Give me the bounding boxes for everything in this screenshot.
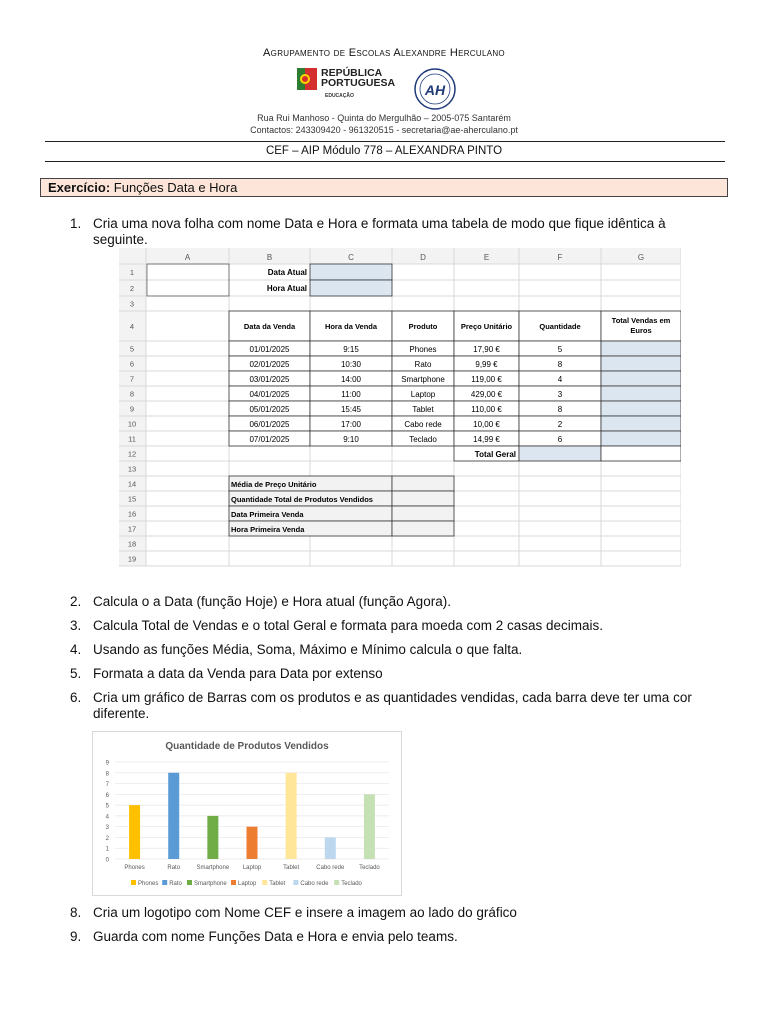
table-header-text: Total Vendas em [611,316,671,325]
republic-flag-logo [297,68,317,90]
quantity-cell-text: 8 [557,405,563,414]
step-number: 3. [70,618,82,633]
time-cell-text: 11:00 [341,390,361,399]
y-tick-label: 3 [105,825,109,832]
time-cell-text: 15:45 [340,405,362,414]
y-tick-label: 0 [105,857,109,864]
school-name: Agrupamento de Escolas Alexandre Herculano [263,47,505,59]
svg-text:AH: AH [424,82,446,98]
bar-smartphone [207,816,218,859]
step-number: 9. [70,929,82,944]
bar-chart [92,731,402,896]
row-number: 5 [129,344,135,354]
x-tick-label: Laptop [242,865,262,871]
row-number: 1 [129,268,135,277]
x-tick-label: Rato [167,865,181,871]
divider [45,141,725,142]
summary-label: Média de Preço Unitário [231,480,317,489]
y-tick-label: 7 [105,782,109,789]
step-number: 1. [70,216,82,231]
date-cell-text: 02/01/2025 [249,360,290,369]
price-cell-text: 17,90 € [473,345,500,354]
school-seal-logo [410,67,460,112]
row-number: 15 [127,494,137,504]
product-cell-text: Phones [409,345,437,354]
row-number: 9 [129,404,135,414]
row-number: 19 [127,554,137,564]
quantity-cell-text: 8 [557,360,563,369]
price-cell-text: 10,00 € [473,420,500,429]
legend-label: Rato [169,881,182,887]
step-text: Calcula o a Data (função Hoje) e Hora atual (função Agora). [93,594,451,609]
summary-label: Data Primeira Venda [231,510,304,519]
quantity-cell-text: 4 [557,375,563,384]
row-number: 16 [127,509,137,519]
total-vendas-cell [601,386,681,401]
exercise-title: Funções Data e Hora [113,180,238,195]
product-cell-text: Smartphone [401,375,445,384]
row-number: 2 [129,284,135,293]
row-number: 3 [129,299,135,309]
bar-teclado [364,794,375,859]
product-cell-text: Cabo rede [404,420,442,429]
price-cell-text: 429,00 € [470,390,503,399]
summary-value-cell [392,506,454,521]
x-tick-label: Tablet [283,865,300,871]
legend-label: Laptop [238,881,257,887]
data-atual-cell [310,264,392,280]
legend-swatch [293,880,298,885]
time-cell-text: 17:00 [340,420,362,429]
exercise-banner [40,178,728,197]
exercise-label: Exercício: [48,180,111,195]
y-tick-label: 5 [105,803,109,810]
summary-value-cell [392,521,454,536]
empty-cell [601,446,681,461]
column-letter: F [557,253,563,262]
total-vendas-cell [601,371,681,386]
legend-swatch [162,880,167,885]
column-letter: D [420,253,426,262]
row-number: 11 [128,434,136,444]
product-cell-text: Teclado [409,435,437,444]
legend-label: Tablet [269,881,286,887]
step-text: Guarda com nome Funções Data e Hora e envia pelo teams. [93,929,458,944]
table-header-text: Hora da Venda [324,322,378,331]
date-cell-text: 03/01/2025 [249,375,290,384]
table-header-text: Quantidade [539,322,581,331]
legend-swatch [231,880,236,885]
total-vendas-cell [601,431,681,446]
quantity-cell-text: 3 [557,390,563,399]
bar-laptop [247,827,258,859]
x-tick-label: Phones [124,865,145,871]
x-tick-label: Teclado [359,865,380,871]
step-text: Cria uma nova folha com nome Data e Hora e formata uma tabela de modo que fique idêntica à seguinte. [93,216,666,247]
y-tick-label: 6 [105,792,109,799]
column-letter: A [184,253,191,262]
row-number: 17 [127,524,137,534]
course-title: CEF – AIP Módulo 778 – ALEXANDRA PINTO [265,145,503,157]
row-number: 14 [127,479,137,489]
summary-value-cell [392,491,454,506]
price-cell-text: 119,00 € [471,375,502,384]
date-cell-text: 05/01/2025 [249,405,290,414]
date-cell-text: 07/01/2025 [249,435,290,444]
row-number: 12 [127,449,137,459]
step-text: Formata a data da Venda para Data por extenso [93,666,383,681]
total-vendas-cell [601,356,681,371]
step-text: Usando as funções Média, Soma, Máximo e Mínimo calcula o que falta. [93,642,523,657]
step-text: Calcula Total de Vendas e o total Geral e formata para moeda com 2 casas decimais. [93,618,604,633]
data-atual-label: Data Atual [267,268,307,277]
bar-rato [168,773,179,859]
republic-text: REPÚBLICA PORTUGUESA [321,67,396,89]
date-cell-text: 04/01/2025 [249,390,290,399]
y-tick-label: 1 [105,846,109,853]
y-tick-label: 9 [105,760,109,767]
column-letter: E [483,253,490,262]
table-header-text: Euros [630,326,652,335]
row-number: 18 [127,539,137,549]
legend-swatch [187,880,192,885]
summary-value-cell [392,476,454,491]
quantity-cell-text: 6 [557,435,563,444]
column-letter: G [637,253,645,262]
table-header-text: Preço Unitário [460,322,513,331]
step-number: 4. [70,642,82,657]
table-header-text: Produto [408,322,438,331]
legend-swatch [334,880,339,885]
product-cell-text: Laptop [410,390,436,399]
legend-label: Phones [138,881,159,887]
row-number: 8 [129,389,135,399]
row-number: 10 [127,419,137,429]
total-vendas-cell [601,416,681,431]
spreadsheet-image [119,248,681,573]
legend-label: Cabo rede [300,881,329,887]
row-number: 4 [129,322,135,331]
bar-phones [129,805,140,859]
step-number: 8. [70,905,82,920]
summary-label: Hora Primeira Venda [231,525,305,534]
product-cell-text: Tablet [412,405,434,414]
column-header-band [119,248,681,264]
bar-cabo-rede [325,837,336,859]
y-tick-label: 2 [105,835,109,842]
legend-label: Teclado [341,881,362,887]
x-tick-label: Smartphone [196,865,230,871]
republic-sub: EDUCAÇÃO [325,93,354,99]
chart-title: Quantidade de Produtos Vendidos [165,741,329,752]
school-address: Rua Rui Manhoso - Quinta do Mergulhão – 2005-075 Santarém [257,113,511,123]
y-tick-label: 4 [105,814,109,821]
column-letter: B [266,253,273,262]
bar-tablet [286,773,297,859]
time-cell-text: 9:10 [343,435,359,444]
time-cell-text: 14:00 [340,375,362,384]
row-number: 7 [129,374,135,384]
step-number: 6. [70,690,82,705]
legend-label: Smartphone [194,881,227,887]
summary-label: Quantidade Total de Produtos Vendidos [231,495,373,504]
total-vendas-cell [601,341,681,356]
time-cell-text: 10:30 [340,360,362,369]
step-text: Cria um gráfico de Barras com os produtos e as quantidades vendidas, cada barra deve ter uma cor diferente. [93,690,692,721]
quantity-cell-text: 5 [557,345,563,354]
price-cell-text: 9,99 € [475,360,498,369]
x-tick-label: Cabo rede [316,865,345,871]
column-letter: C [348,253,354,262]
quantity-cell-text: 2 [557,420,563,429]
total-geral-label: Total Geral [474,450,516,459]
time-cell-text: 9:15 [343,345,359,354]
hora-atual-label: Hora Atual [266,284,307,293]
divider [45,161,725,162]
step-number: 5. [70,666,82,681]
hora-atual-cell [310,280,392,296]
product-cell-text: Rato [414,360,432,369]
total-geral-cell [519,446,601,461]
legend-swatch [131,880,136,885]
row-number: 13 [127,464,137,474]
total-vendas-cell [601,401,681,416]
step-number: 2. [70,594,82,609]
date-cell-text: 01/01/2025 [249,345,290,354]
price-cell-text: 14,99 € [473,435,500,444]
y-tick-label: 8 [105,771,109,778]
row-number: 6 [129,359,135,369]
price-cell-text: 110,00 € [471,405,502,414]
table-header-text: Data da Venda [243,322,296,331]
step-text: Cria um logotipo com Nome CEF e insere a imagem ao lado do gráfico [93,905,517,920]
school-contacts: Contactos: 243309420 - 961320515 - secretaria@ae-aherculano.pt [250,125,518,135]
legend-swatch [262,880,267,885]
date-cell-text: 06/01/2025 [249,420,290,429]
